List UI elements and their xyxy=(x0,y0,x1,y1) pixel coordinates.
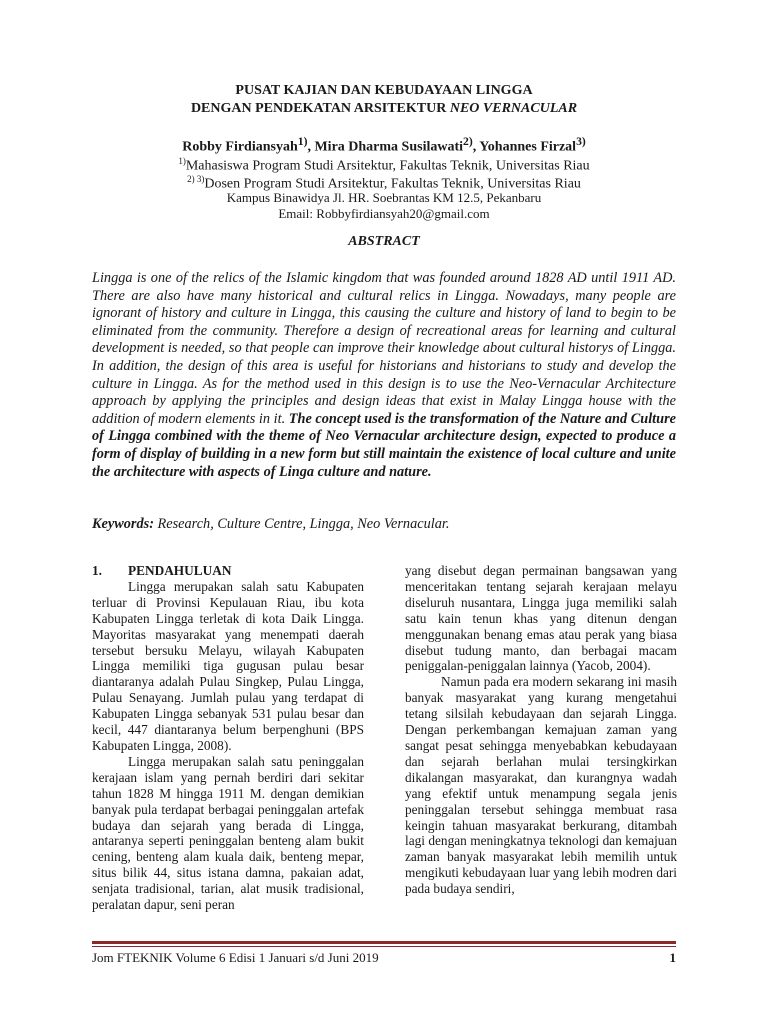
title-line-2-italic: NEO VERNACULAR xyxy=(449,101,578,116)
abstract-heading: ABSTRACT xyxy=(348,234,420,249)
paragraph: Lingga merupakan salah satu peninggalan kerajaan islam yang pernah berdiri dari sekitar tahun 1828 M hingga 1911 M. dengan demikian banyak pula terdapat berbagai peninggalan artefak budaya dan sejarah yang berada di Lingga, antaranya seperti peninggalan benteng alam bukit cening, benteng alam kuala daik, benteng mepar, situs bilik 44, situs istana damna, pakaian adat, senjata tradisional, tarian, alat musik tradisional, peralatan dapur, seni peran xyxy=(92,753,364,913)
author-2-name: Mira Dharma Susilawati xyxy=(314,139,464,155)
author-2-sup: 2) xyxy=(463,135,473,148)
affiliation-lecturer-text: Dosen Program Studi Arsitektur, Fakultas Teknik, Universitas Riau xyxy=(204,176,581,192)
section-heading xyxy=(92,563,364,579)
abstract-body xyxy=(92,270,676,481)
title-line-1: PUSAT KAJIAN DAN KEBUDAYAAN LINGGA xyxy=(235,83,533,98)
author-1-sup: 1) xyxy=(297,135,308,148)
left-column xyxy=(92,563,364,913)
title-line-2 xyxy=(60,100,708,118)
keywords xyxy=(92,516,676,533)
keywords-text: Research, Culture Centre, Lingga, Neo Vernacular. xyxy=(153,516,450,532)
page-number: 1 xyxy=(669,950,676,965)
affiliation-lecturer-sup: 2) 3) xyxy=(187,174,205,184)
keywords-label: Keywords: xyxy=(92,516,154,532)
author-1-name: Robby Firdiansyah xyxy=(182,139,298,155)
paper-title xyxy=(60,82,708,118)
author-email: Email: Robbyfirdiansyah20@gmail.com xyxy=(278,206,490,221)
right-column xyxy=(405,563,677,897)
paragraph: Namun pada era modern sekarang ini masih banyak masyarakat yang kurang mengetahui tetang silsilah kebudayaan dan sejarah Lingga. Dengan perkembangan kemajuan zaman yang sangat pesat sehingga menyebabkan kebudayaan dan sejarah berlahan mulai tersingkirkan dikalangan masyarakat, dan kurangnya wadah yang efektif untuk menampung segala jenis peninggalan tersebut sehingga membuat rasa keingin tahuan masyarakat berkurang, ditambah lagi dengan meningkatnya teknologi dan kemajuan zaman banyak masyarakat lebih memilih untuk mengikuti kebudayaan luar yang lebih modren dari pada budaya sendiri, xyxy=(405,674,677,897)
affiliation-address: Kampus Binawidya Jl. HR. Soebrantas KM 12.5, Pekanbaru xyxy=(226,190,542,205)
author-list: Robby Firdiansyah$^{1)}$, Mira Dharma Susilawati$^{2)}$, Yohannes Firzal$^{3)}$ xyxy=(182,135,586,155)
abstract-text-bold: The concept used is the transformation of the Nature and Culture of Lingga combined with the theme of Neo Vernacular architecture design, expected to produce a form of display of building in a new form but still maintain the existence of local culture and unite the architecture with aspects of Linga culture and nature. xyxy=(92,410,676,480)
affiliation-student-sup: 1) xyxy=(178,156,186,166)
paragraph: Lingga merupakan salah satu Kabupaten terluar di Provinsi Kepulauan Riau, ibu kota Kabupaten Lingga terletak di kota Daik Lingga. Mayoritas masyarakat yang menempati daerah tersebut bersuku Melayu, wilayah Kabupaten Lingga memiliki tiga gugusan pulau besar diantaranya adalah Pulau Singkep, Pulau Lingga, Pulau Senayang. Jumlah pulau yang terdapat di Kabupaten Lingga sebanyak 531 pulau besar dan kecil, 447 diantaranya belum berpenghuni (BPS Kabupaten Lingga, 2008). xyxy=(92,578,364,753)
footer-rule-thick xyxy=(92,941,676,944)
affiliation-student-text: Mahasiswa Program Studi Arsitektur, Fakultas Teknik, Universitas Riau xyxy=(185,158,590,174)
section-title: PENDAHULUAN xyxy=(128,563,232,578)
journal-info: Jom FTEKNIK Volume 6 Edisi 1 Januari s/d Juni 2019 xyxy=(92,950,379,965)
footer-rule-thin xyxy=(92,946,676,947)
abstract-text: Lingga is one of the relics of the Islamic kingdom that was founded around 1828 AD until 1911 AD. There are also have many historical and cultural relics in Lingga. Nowadays, many people are ignorant of history and culture in Lingga, this causing the culture and history of land to begin to be eliminated from the community. Therefore a design of recreational areas for learning and cultural development is needed, so that people can improve their knowledge about cultural historys of Lingga. In addition, the design of this area is useful for historians and historians to study and develop the culture in Lingga. As for the method used in this design is to use the Neo-Vernacular Architecture approach by applying the principles and design ideas that exist in Malay Lingga house with the addition of modern elements in it. xyxy=(92,270,676,427)
paragraph: yang disebut degan permainan bangsawan yang menceritakan tentang sejarah kerajaan melayu diseluruh nusantara, Lingga juga memiliki salah satu kain tenun khas yang ditenun dengan menggunakan benang emas atau perak yang biasa disebut tudung manto, dan berbagai macam peniggalan-peniggalan lainnya (Yacob, 2004). xyxy=(405,563,677,674)
title-line-2-prefix: DENGAN PENDEKATAN ARSITEKTUR xyxy=(190,101,450,116)
author-3-sup: 3) xyxy=(576,135,586,148)
page-footer xyxy=(92,950,676,966)
section-number: 1. xyxy=(92,563,102,578)
author-3-name: Yohannes Firzal xyxy=(479,139,577,155)
